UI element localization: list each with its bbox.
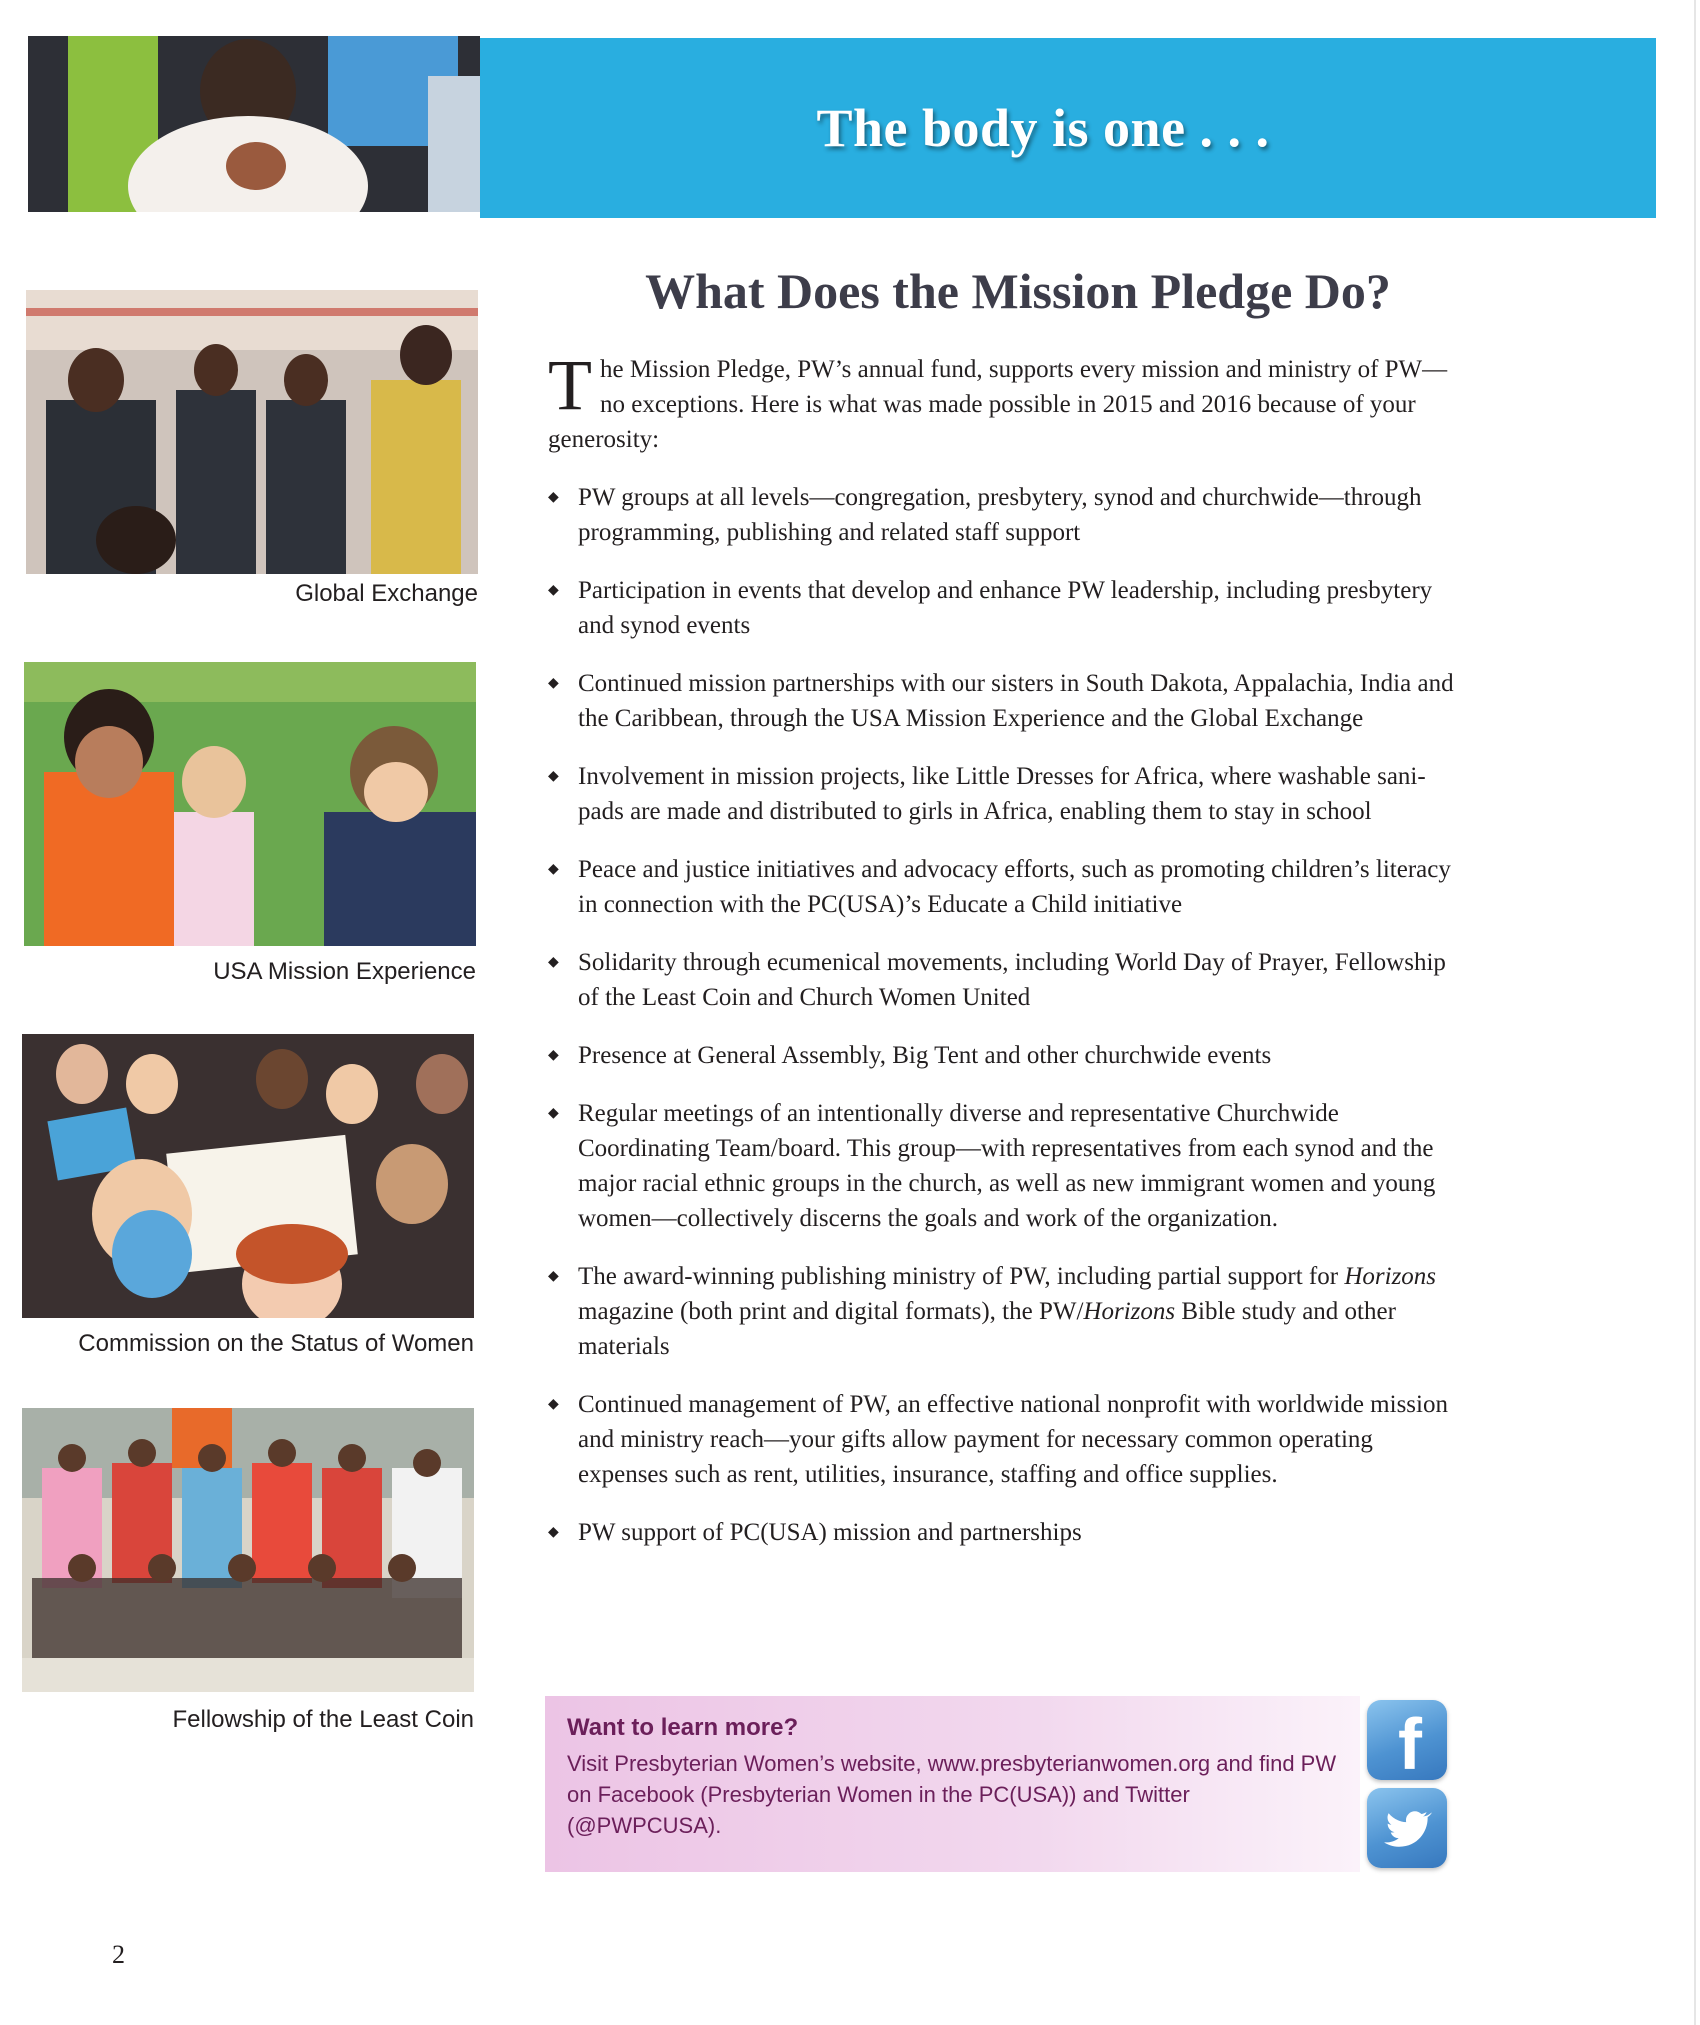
list-item-text: Presence at General Assembly, Big Tent and other churchwide events: [578, 1042, 1272, 1069]
learn-more-body[interactable]: Visit Presbyterian Women’s website, www.presbyterianwomen.org and find PW on Facebook (Presbyterian Women in the PC(USA)) and Twitter (@PWPCUSA).: [567, 1751, 1337, 1838]
page-number: 2: [112, 1940, 125, 1969]
list-item-text: Regular meetings of an intentionally diverse and representative Churchwide Coordinating Team/board. This group—with representatives from each synod and the major racial ethnic groups in the church, as well as new immigrant women and young women—collectively discerns the goals and work of the organization.: [578, 1100, 1436, 1232]
page-edge-rule: [1694, 0, 1696, 2025]
twitter-bird-icon: [1382, 1803, 1432, 1853]
caption-commission-status-women: Commission on the Status of Women: [78, 1330, 474, 1357]
list-item-text: The award-winning publishing ministry of PW, including partial support for: [578, 1263, 1345, 1290]
list-item: [548, 1387, 1458, 1492]
list-item: [548, 1515, 1458, 1550]
pledge-bullet-list: [548, 480, 1458, 1573]
learn-more-title: Want to learn more?: [567, 1714, 799, 1741]
list-item-text: PW support of PC(USA) mission and partnerships: [578, 1519, 1082, 1546]
section-title: What Does the Mission Pledge Do?: [645, 263, 1391, 319]
header-banner: [480, 38, 1656, 218]
photo-usa-mission-experience: [24, 662, 476, 946]
photo-global-exchange: [26, 290, 478, 574]
list-item: [548, 573, 1458, 643]
bullet-icon: ◆: [548, 769, 559, 784]
intro-paragraph: [548, 345, 1458, 457]
bullet-icon: ◆: [548, 862, 559, 877]
bullet-icon: ◆: [548, 490, 559, 505]
facebook-glyph: f: [1398, 1705, 1422, 1785]
photo-fellowship-least-coin: [22, 1408, 474, 1692]
list-item: [548, 666, 1458, 736]
list-item: [548, 1038, 1458, 1073]
learn-more-box: [545, 1696, 1360, 1872]
list-item-text: Solidarity through ecumenical movements, including World Day of Prayer, Fellowship of the Least Coin and Church Women United: [578, 949, 1446, 1011]
list-item-text: Continued management of PW, an effective national nonprofit with worldwide mission and ministry reach—your gifts allow payment for necessary common operating expenses such as rent, utilities, insurance, staffing and office supplies.: [578, 1391, 1448, 1488]
header-photo-art: [28, 36, 480, 212]
twitter-icon[interactable]: [1367, 1788, 1447, 1868]
bullet-icon: ◆: [548, 955, 559, 970]
list-item: [548, 759, 1458, 829]
photo-commission-status-women: [22, 1034, 474, 1318]
caption-global-exchange: Global Exchange: [295, 580, 478, 607]
bullet-icon: ◆: [548, 1525, 559, 1540]
list-item-text: Peace and justice initiatives and advocacy efforts, such as promoting children’s literacy in connection with the PC(USA)’s Educate a Child initiative: [578, 856, 1451, 918]
list-item: [548, 1259, 1458, 1364]
list-item: [548, 1096, 1458, 1236]
magazine-title: Horizons: [1083, 1298, 1176, 1325]
list-item-text: Involvement in mission projects, like Little Dresses for Africa, where washable sani-pads are made and distributed to girls in Africa, enabling them to stay in school: [578, 763, 1426, 825]
list-item-text: Bible study and other materials: [578, 1298, 1396, 1360]
list-item-text: Continued mission partnerships with our sisters in South Dakota, Appalachia, India and the Caribbean, through the USA Mission Experience and the Global Exchange: [578, 670, 1454, 732]
list-item: [548, 945, 1458, 1015]
caption-usa-mission-experience: USA Mission Experience: [213, 958, 476, 985]
list-item: [548, 480, 1458, 550]
caption-fellowship-least-coin: Fellowship of the Least Coin: [172, 1706, 474, 1733]
list-item: [548, 852, 1458, 922]
magazine-title: Horizons: [1344, 1263, 1437, 1290]
page-banner-title: The body is one . . .: [816, 98, 1270, 158]
list-item-text: PW groups at all levels—congregation, presbytery, synod and churchwide—through programming, publishing and related staff support: [578, 484, 1422, 546]
facebook-icon[interactable]: [1367, 1700, 1447, 1785]
list-item-text: magazine (both print and digital formats), the PW/: [578, 1298, 1084, 1325]
list-item-text: Participation in events that develop and enhance PW leadership, including presbytery and synod events: [578, 577, 1433, 639]
bullet-icon: ◆: [548, 1269, 559, 1284]
bullet-icon: ◆: [548, 583, 559, 598]
header-photo: [28, 36, 480, 212]
bullet-icon: ◆: [548, 1106, 559, 1121]
bullet-icon: ◆: [548, 1397, 559, 1412]
bullet-icon: ◆: [548, 676, 559, 691]
intro-text: he Mission Pledge, PW’s annual fund, supports every mission and ministry of PW—no exceptions. Here is what was made possible in 2015 and 2016 because of your generosity:: [548, 356, 1448, 453]
intro-dropcap: T: [548, 345, 592, 425]
bullet-icon: ◆: [548, 1048, 559, 1063]
